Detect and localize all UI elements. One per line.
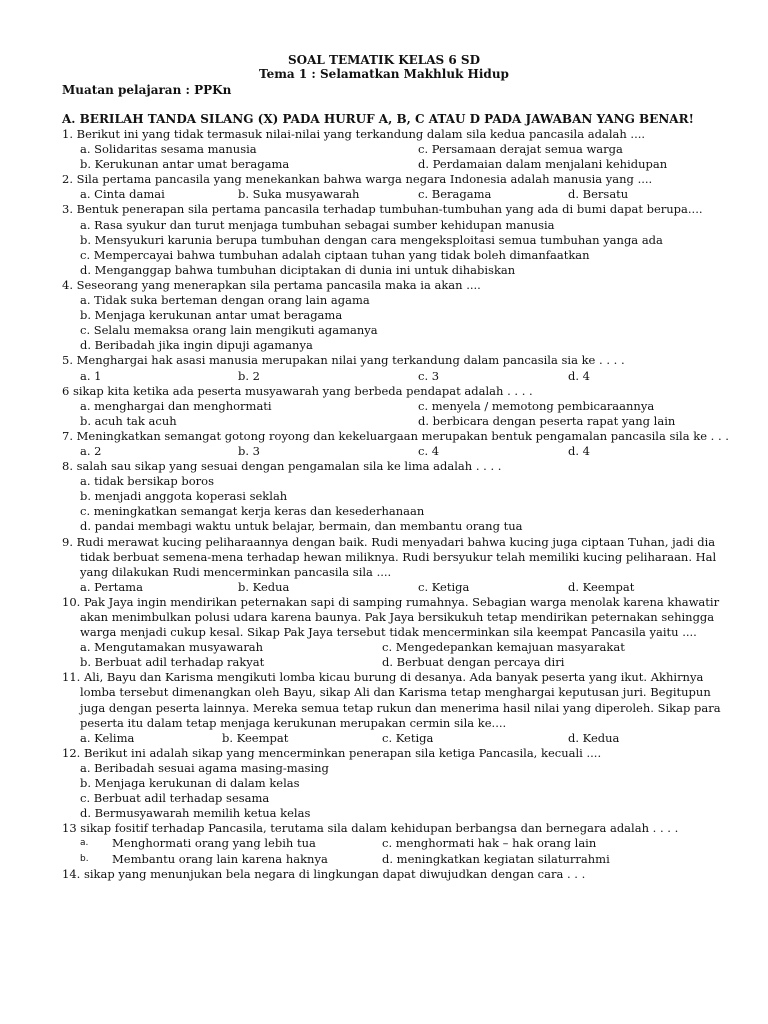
answer-option: d. berbicara dengan peserta rapat yang lain [418, 413, 676, 428]
question-text: 1. Berikut ini yang tidak termasuk nilai-nilai yang terkandung dalam sila kedua pancasila adalah .... [62, 127, 646, 141]
question-text: 2. Sila pertama pancasila yang menekankan bahwa warga negara Indonesia adalah manusia yang .... [62, 172, 653, 187]
answer-option: c. menyela / memotong pembicaraannya [418, 398, 655, 413]
question-10 [62, 595, 742, 670]
answer-option: a. Pertama [80, 579, 143, 594]
question-3 [62, 202, 742, 277]
answer-option: b. Kerukunan antar umat beragama [80, 157, 290, 172]
question-text: 4. Seseorang yang menerapkan sila pertama pancasila maka ia akan .... [62, 277, 481, 292]
answer-row [62, 655, 742, 670]
answer-row [62, 852, 742, 867]
answer-option: a. Cinta damai [80, 187, 165, 202]
question-8 [62, 459, 742, 534]
answer-option: b. 2 [238, 368, 260, 383]
question-text: 5. Menghargai hak asasi manusia merupakan nilai yang terkandung dalam pancasila sia ke . . . . [62, 353, 625, 368]
worksheet-theme: Tema 1 : Selamatkan Makhluk Hidup [259, 67, 509, 81]
question-text: 10. Pak Jaya ingin mendirikan peternakan sapi di samping rumahnya. Sebagian warga menolak karena khawatir [62, 594, 720, 609]
answer-option: c. Mempercayai bahwa tumbuhan adalah ciptaan tuhan yang tidak boleh dimanfaatkan [80, 247, 590, 262]
question-6 [62, 384, 742, 429]
answer-option: d. Beribadah jika ingin dipuji agamanya [80, 338, 313, 353]
answer-option: d. Berbuat dengan percaya diri [382, 655, 565, 670]
subject-label: Muatan pelajaran : PPKn [62, 83, 232, 97]
section-instruction: A. BERILAH TANDA SILANG (X) PADA HURUF A, B, C ATAU D PADA JAWABAN YANG BENAR! [62, 112, 694, 126]
answer-option: d. 4 [568, 443, 590, 458]
question-text-continued: akan menimbulkan polusi udara karena baunya. Pak Jaya bersikukuh tetap mendirikan peternakan sehingga [80, 610, 715, 624]
answer-option: c. Persamaan derajat semua warga [418, 142, 623, 157]
question-text: 14. sikap yang menunjukan bela negara di lingkungan dapat diwujudkan dengan cara . . . [62, 866, 586, 881]
answer-option: a. Beribadah sesuai agama masing-masing [80, 760, 329, 775]
answer-option: b. Keempat [222, 730, 289, 745]
question-text-continued: juga dengan peserta lainnya. Mereka semua tetap rukun dan menerima hasil nilai yang diperoleh. Sikap para [80, 700, 721, 715]
answer-option: b. Menjaga kerukunan antar umat beragama [80, 308, 343, 323]
answer-option: b. Menjaga kerukunan di dalam kelas [80, 776, 300, 791]
answer-option: c. Mengedepankan kemajuan masyarakat [382, 640, 625, 655]
answer-row [62, 142, 742, 157]
answer-option: b. Mensyukuri karunia berupa tumbuhan dengan cara mengeksploitasi semua tumbuhan yanga ada [80, 232, 663, 247]
answer-row [62, 640, 742, 655]
question-4 [62, 278, 742, 353]
question-text: 11. Ali, Bayu dan Karisma mengikuti lomba kicau burung di desanya. Ada banyak peserta yang ikut. Akhirnya [62, 670, 704, 685]
question-text: 7. Meningkatkan semangat gotong royong dan kekeluargaan merupakan bentuk pengamalan pancasila sila ke . . . [62, 428, 729, 443]
answer-option: c. menghormati hak – hak orang lain [382, 836, 597, 851]
answer-option: a. 2 [80, 443, 102, 458]
question-text-continued: peserta itu dalam tetap menjaga kerukunan merupakan cermin sila ke.... [80, 715, 507, 730]
answer-option: a. Tidak suka berteman dengan orang lain agama [80, 293, 370, 308]
question-11 [62, 670, 742, 745]
question-1 [62, 127, 742, 172]
question-text: 8. salah sau sikap yang sesuai dengan pengamalan sila ke lima adalah . . . . [62, 459, 502, 474]
question-text: 9. Rudi merawat kucing peliharaannya dengan baik. Rudi menyadari bahwa kucing juga ciptaan Tuhan, jadi dia [62, 534, 716, 549]
answer-option: a. 1 [80, 368, 102, 383]
answer-option: c. Ketiga [418, 579, 470, 594]
answer-row [62, 444, 742, 459]
answer-option: a. Mengutamakan musyawarah [80, 640, 264, 655]
question-5 [62, 353, 742, 383]
question-7 [62, 429, 742, 459]
question-text-continued: yang dilakukan Rudi mencerminkan pancasila sila .... [80, 564, 392, 579]
question-2 [62, 172, 742, 202]
answer-row [62, 836, 742, 851]
question-text: 13 sikap fositif terhadap Pancasila, terutama sila dalam kehidupan berbangsa dan bernegara adalah . . . . [62, 821, 679, 836]
answer-option: b. menjadi anggota koperasi seklah [80, 489, 288, 504]
answer-option: c. meningkatkan semangat kerja keras dan kesederhanaan [80, 504, 425, 519]
question-text: 12. Berikut ini adalah sikap yang mencerminkan penerapan sila ketiga Pancasila, kecuali .... [62, 745, 602, 760]
question-text-continued: warga menjadi cukup kesal. Sikap Pak Jaya tersebut tidak mencerminkan sila keempat Pancasila yaitu .... [80, 625, 697, 640]
answer-option: c. Berbuat adil terhadap sesama [80, 791, 270, 806]
question-12 [62, 746, 742, 821]
answer-option: c. Selalu memaksa orang lain mengikuti agamanya [80, 323, 378, 338]
answer-option: d. Menganggap bahwa tumbuhan diciptakan di dunia ini untuk dihabiskan [80, 262, 516, 277]
answer-row [62, 157, 742, 172]
answer-letter: b. [80, 853, 89, 864]
answer-row [62, 187, 742, 202]
answer-option: Menghormati orang yang lebih tua [112, 836, 316, 851]
question-text: 3. Bentuk penerapan sila pertama pancasila terhadap tumbuhan-tumbuhan yang ada di bumi dapat berupa.... [62, 202, 703, 217]
worksheet-title: SOAL TEMATIK KELAS 6 SD [288, 53, 480, 67]
answer-option: c. 4 [418, 443, 440, 458]
answer-row [62, 369, 742, 384]
question-text-continued: lomba tersebut dimenangkan oleh Bayu, sikap Ali dan Karisma tetap menghargai keputusan juri. Begitupun [80, 685, 711, 700]
answer-option: a. tidak bersikap boros [80, 474, 215, 489]
answer-row [62, 580, 742, 595]
answer-option: b. acuh tak acuh [80, 413, 177, 428]
question-text-continued: tidak berbuat semena-mena terhadap hewan miliknya. Rudi bersyukur telah memiliki kucing peliharaan. Hal [80, 549, 717, 564]
answer-option: b. Berbuat adil terhadap rakyat [80, 655, 265, 670]
question-list [62, 127, 742, 882]
answer-option: b. Kedua [238, 579, 290, 594]
question-9 [62, 535, 742, 595]
question-13 [62, 821, 742, 866]
answer-option: d. pandai membagi waktu untuk belajar, bermain, dan membantu orang tua [80, 519, 523, 534]
answer-option: a. Rasa syukur dan turut menjaga tumbuhan sebagai sumber kehidupan manusia [80, 217, 555, 232]
answer-option: d. Kedua [568, 730, 620, 745]
answer-option: b. Suka musyawarah [238, 187, 360, 202]
answer-option: d. Keempat [568, 579, 635, 594]
answer-option: d. 4 [568, 368, 590, 383]
answer-option: d. Bersatu [568, 187, 629, 202]
answer-letter: a. [80, 838, 89, 849]
answer-row [62, 731, 742, 746]
answer-option: c. Beragama [418, 187, 492, 202]
answer-option: a. Kelima [80, 730, 135, 745]
answer-option: a. menghargai dan menghormati [80, 398, 272, 413]
answer-option: c. 3 [418, 368, 440, 383]
answer-option: d. Perdamaian dalam menjalani kehidupan [418, 157, 668, 172]
question-14 [62, 867, 742, 882]
answer-row [62, 399, 742, 414]
answer-option: d. meningkatkan kegiatan silaturrahmi [382, 851, 610, 866]
answer-option: a. Solidaritas sesama manusia [80, 142, 257, 157]
answer-option: b. 3 [238, 443, 260, 458]
question-text: 6 sikap kita ketika ada peserta musyawarah yang berbeda pendapat adalah . . . . [62, 383, 533, 398]
answer-row [62, 414, 742, 429]
answer-option: d. Bermusyawarah memilih ketua kelas [80, 806, 311, 821]
answer-option: Membantu orang lain karena haknya [112, 851, 328, 866]
answer-option: c. Ketiga [382, 730, 434, 745]
